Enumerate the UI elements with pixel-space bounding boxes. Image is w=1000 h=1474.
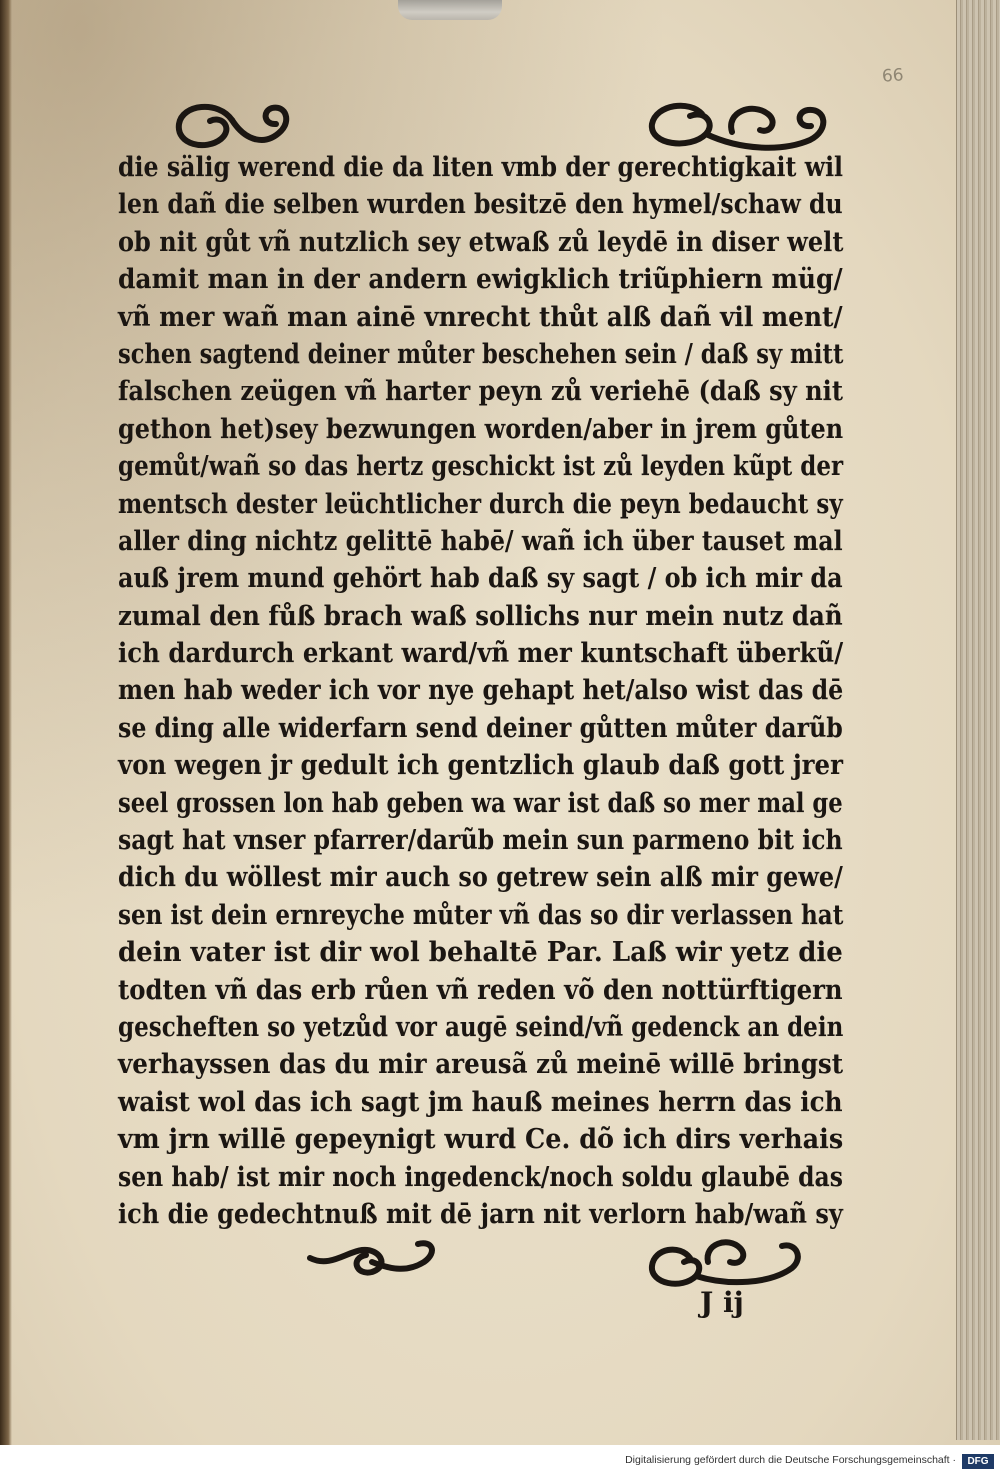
text-line: gescheften so yetzůd vor augē seind/vñ gedenck an dein — [118, 1011, 844, 1043]
text-line: dich du wöllest mir auch so getrew sein alß mir gewe/ — [118, 862, 843, 894]
flourish-top-right-icon — [652, 106, 823, 148]
text-line: ob nit gůt vñ nutzlich sey etwaß zů leydē in diser welt — [118, 226, 844, 258]
body-text — [118, 149, 846, 1233]
text-line: men hab weder ich vor nye gehapt het/also wist das dē — [118, 675, 844, 707]
text-line: len dañ die selben wurden besitzē den hymel/schaw du — [118, 189, 843, 221]
text-line: waist wol das ich sagt jm hauß meines herrn das ich — [118, 1086, 843, 1118]
signature-mark: J ij — [700, 1286, 744, 1319]
folio-number: 66 — [881, 65, 905, 87]
text-line: schen sagtend deiner můter beschehen sein / daß sy mitt — [118, 338, 844, 370]
flourish-top-left-icon — [179, 107, 286, 145]
text-line: auß jrem mund gehört hab daß sy sagt / ob ich mir da — [118, 563, 843, 595]
text-line: se ding alle widerfarn send deiner gůtten můter darũb — [118, 712, 843, 744]
flourish-bottom-right-icon — [652, 1242, 798, 1283]
text-line: vm jrn willē gepeynigt wurd Ce. dõ ich dirs verhais — [118, 1124, 844, 1156]
text-line: aller ding nichtz gelittē habē/ wañ ich über tauset mal — [118, 525, 843, 557]
dfg-logo: DFG — [962, 1454, 994, 1469]
text-line: ich die gedechtnuß mit dē jarn nit verlorn hab/wañ sy — [118, 1198, 843, 1230]
text-line: gethon het)sey bezwungen worden/aber in jrem gůten — [118, 413, 844, 445]
text-line: sen ist dein ernreyche můter vñ das so dir verlassen hat — [118, 899, 844, 931]
text-line: falschen zeügen vñ harter peyn zů veriehē (daß sy nit — [118, 376, 844, 408]
text-line: todten vñ das erb růen vñ reden võ den nottürftigern — [118, 974, 843, 1006]
text-line: von wegen jr gedult ich gentzlich glaub daß gott jrer — [118, 750, 843, 782]
text-line: dein vater ist dir wol behaltē Par. Laß wir yetz die — [118, 937, 843, 969]
text-line: sen hab/ ist mir noch ingedenck/noch soldu glaubē das — [118, 1161, 843, 1193]
text-line: gemůt/wañ so das hertz geschickt ist zů leyden kũpt der — [118, 451, 844, 483]
text-line: sagt hat vnser pfarrer/darũb mein sun parmeno bit ich — [118, 825, 843, 857]
text-line: vñ mer wañ man ainē vnrecht thůt alß dañ vil ment/ — [118, 301, 843, 333]
funding-credit: Digitalisierung gefördert durch die Deutsche Forschungsgemeinschaft · — [625, 1454, 956, 1466]
text-line: zumal den fůß brach waß sollichs nur mein nutz dañ — [118, 600, 843, 632]
text-line: mentsch dester leüchtlicher durch die peyn bedaucht sy — [118, 488, 843, 520]
text-line: ich dardurch erkant ward/vñ mer kuntschaft überkũ/ — [118, 638, 844, 670]
text-line: damit man in der andern ewigklich triũphiern müg/ — [118, 264, 843, 296]
flourish-bottom-left-icon — [310, 1243, 432, 1272]
text-line: seel grossen lon hab geben wa war ist daß so mer mal ge — [118, 787, 843, 819]
text-line: die sälig werend die da liten vmb der gerechtigkait wil — [118, 152, 844, 183]
text-line: verhayssen das du mir areusã zů meinē willē bringst — [118, 1049, 844, 1081]
